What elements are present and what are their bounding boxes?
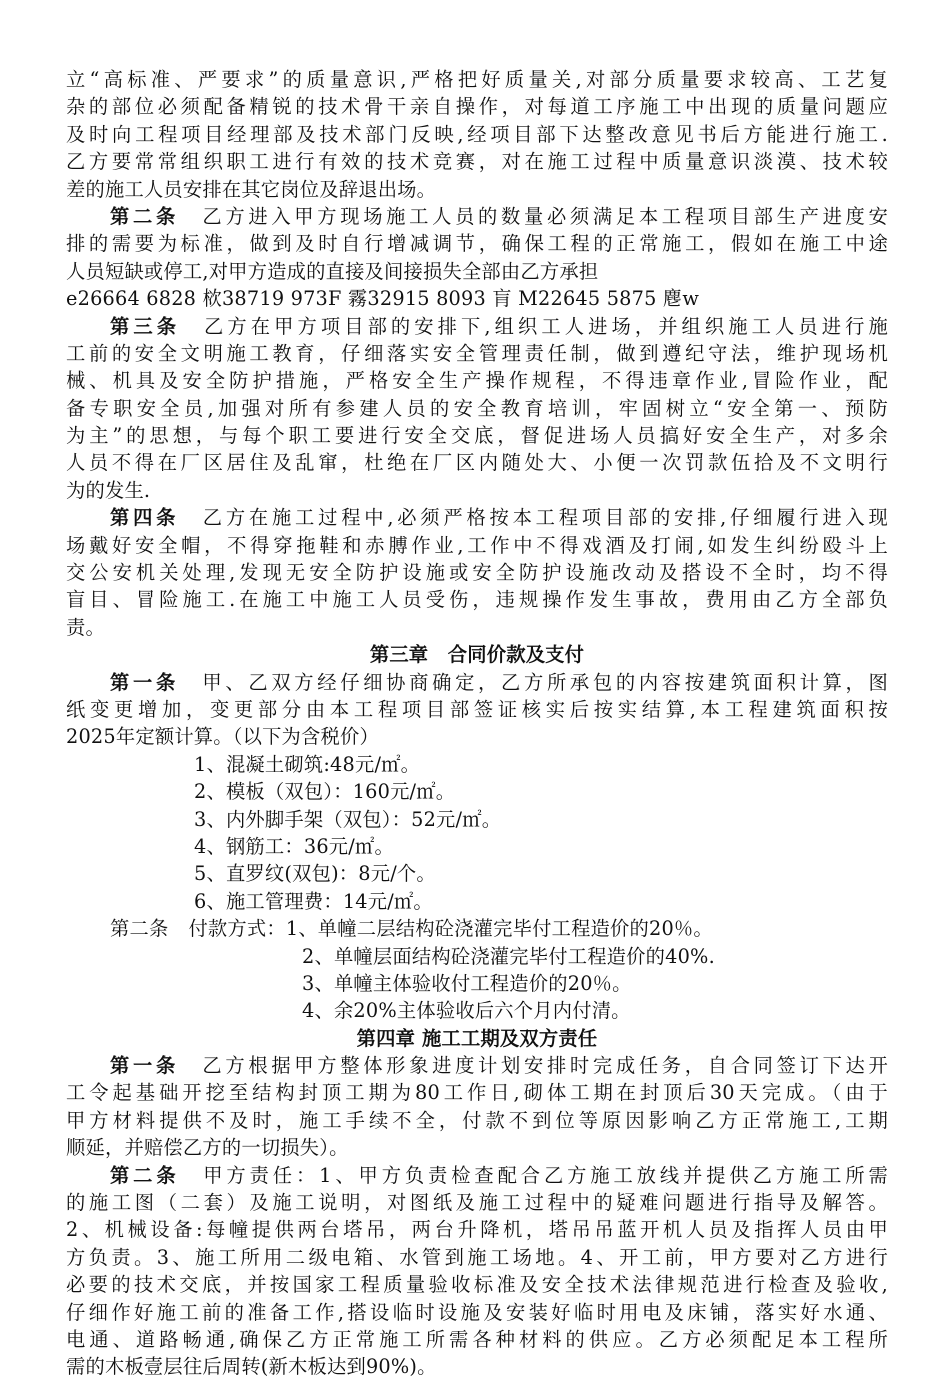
text-span: 乙方在施工过程中,必须严格按本工程项目部的安排,仔细履行进入现 [199, 506, 888, 530]
text-span: 甲、乙双方经仔细协商确定，乙方所承包的内容按建筑面积计算，图 [198, 670, 889, 694]
text-line: 立“高标准、严要求”的质量意识,严格把好质量关,对部分质量要求较高、工艺复 [66, 68, 888, 91]
article-line [66, 504, 888, 531]
garbled-text-line: e26664 6828 栨38719 973F 霧32915 8093 肓 M22645 5875 麀w [66, 287, 700, 311]
article-label: 第三条 [110, 314, 181, 338]
text-line: 备专职安全员,加强对所有参建人员的安全教育培训，牢固树立“安全第一、预防 [66, 396, 888, 420]
payment-line [66, 915, 888, 942]
text-line: 人员短缺或停工,对甲方造成的直接及间接损失全部由乙方承担 [66, 259, 599, 283]
text-line: 及时向工程项目经理部及技术部门反映,经项目部下达整改意见书后方能进行施工. [66, 122, 888, 146]
text-line: 盲目、冒险施工.在施工中施工人员受伤，违规操作发生事故，费用由乙方全部负 [66, 588, 888, 612]
text-line: 交公安机关处理,发现无安全防护设施或安全防护设施改动及搭设不全时，均不得 [66, 561, 888, 585]
text-line: 械、机具及安全防护措施，严格安全生产操作规程，不得违章作业,冒险作业，配 [66, 369, 888, 393]
text-line: 顺延，并赔偿乙方的一切损失）。 [66, 1136, 349, 1160]
price-item: 2、模板（双包）：160元/㎡。 [194, 780, 456, 804]
text-line: 必要的技术交底，并按国家工程质量验收标准及安全技术法律规范进行检查及验收, [66, 1273, 888, 1297]
text-line: 的施工图（二套）及施工说明，对图纸及施工过程中的疑难问题进行指导及解答。 [66, 1191, 888, 1215]
article-label: 第一条 [110, 1054, 179, 1078]
text-line: 纸变更增加，变更部分由本工程项目部签证核实后按实结算,本工程建筑面积按 [66, 697, 888, 721]
article-line [66, 203, 888, 230]
text-line: 差的施工人员安排在其它岗位及辞退出场。 [66, 177, 437, 201]
text-span: 乙方根据甲方整体形象进度计划安排时完成任务，自合同签订下达开 [198, 1054, 889, 1078]
text-line: 方负责。3、施工所用二级电箱、水管到施工场地。4、开工前，甲方要对乙方进行 [66, 1245, 888, 1269]
document-page [66, 66, 888, 1381]
payment-item: 1、单幢二层结构砼浇灌完毕付工程造价的20％。 [285, 917, 713, 941]
article-line [66, 313, 888, 340]
text-line: 排的需要为标准，做到及时自行增减调节，确保工程的正常施工，假如在施工中途 [66, 232, 888, 256]
article-label: 第二条 [110, 204, 179, 228]
text-line: 为的发生. [66, 478, 151, 502]
price-item: 3、内外脚手架（双包）：52元/㎡。 [194, 807, 502, 831]
price-item: 1、混凝土砌筑:48元/㎡。 [194, 752, 421, 776]
article-line [66, 1052, 888, 1079]
text-line: 2、机械设备:每幢提供两台塔吊，两台升降机，塔吊吊蓝开机人员及指挥人员由甲 [66, 1218, 888, 1242]
chapter-3-title: 第三章 合同价款及支付 [369, 643, 585, 667]
text-line: 仔细作好施工前的准备工作,搭设临时设施及安装好临时用电及床铺，落实好水通、 [66, 1300, 888, 1324]
article-label: 第四条 [110, 506, 180, 530]
article-line [66, 669, 888, 696]
text-line: 需的木板壹层往后周转(新木板达到90%)。 [66, 1355, 437, 1379]
article-label: 第一条 [110, 670, 179, 694]
text-line: 为主”的思想，与每个职工要进行安全交底，督促进场人员搞好安全生产，对多余 [66, 424, 888, 448]
text-line: 杂的部位必须配备精锐的技术骨干亲自操作，对每道工序施工中出现的质量问题应 [66, 95, 888, 119]
text-line: 人员不得在厂区居住及乱窜，杜绝在厂区内随处大、小便一次罚款伍拾及不文明行 [66, 451, 888, 475]
payment-item: 2、单幢层面结构砼浇灌完毕付工程造价的40%. [302, 944, 715, 968]
text-line: 甲方材料提供不及时，施工手续不全，付款不到位等原因影响乙方正常施工,工期 [66, 1108, 888, 1132]
text-line: 责。 [66, 615, 105, 639]
text-line: 工令起基础开挖至结构封顶工期为80工作日,砌体工期在封顶后30天完成。（由于 [66, 1081, 888, 1105]
text-span: 乙方在甲方项目部的安排下,组织工人进场，并组织施工人员进行施 [200, 314, 888, 338]
price-item: 5、直罗纹(双包)：8元/个。 [194, 862, 436, 886]
text-span: 乙方进入甲方现场施工人员的数量必须满足本工程项目部生产进度安 [198, 204, 889, 228]
payment-item: 3、单幢主体验收付工程造价的20％。 [302, 971, 632, 995]
text-line: 电通、道路畅通,确保乙方正常施工所需各种材料的供应。乙方必须配足本工程所 [66, 1327, 888, 1351]
article-label: 第二条 [110, 917, 169, 941]
text-line: 2025年定额计算。（以下为含税价） [66, 725, 379, 749]
payment-lead: 付款方式： [188, 917, 286, 941]
text-line: 乙方要常常组织职工进行有效的技术竞赛，对在施工过程中质量意识淡漠、技术较 [66, 150, 888, 174]
payment-item: 4、余20%主体验收后六个月内付清。 [302, 999, 631, 1023]
chapter-4-title: 第四章 施工工期及双方责任 [356, 1026, 598, 1050]
price-item: 4、钢筋工：36元/㎡。 [194, 834, 394, 858]
text-span: 甲方责任：1、甲方负责检查配合乙方施工放线并提供乙方施工所需 [199, 1163, 888, 1187]
article-line [66, 1162, 888, 1189]
price-item: 6、施工管理费：14元/㎡。 [194, 889, 433, 913]
text-line: 场戴好安全帽，不得穿拖鞋和赤膊作业,工作中不得戏酒及打闹,如发生纠纷殴斗上 [66, 533, 888, 557]
article-label: 第二条 [110, 1163, 180, 1187]
text-line: 工前的安全文明施工教育，仔细落实安全管理责任制，做到遵纪守法，维护现场机 [66, 341, 888, 365]
